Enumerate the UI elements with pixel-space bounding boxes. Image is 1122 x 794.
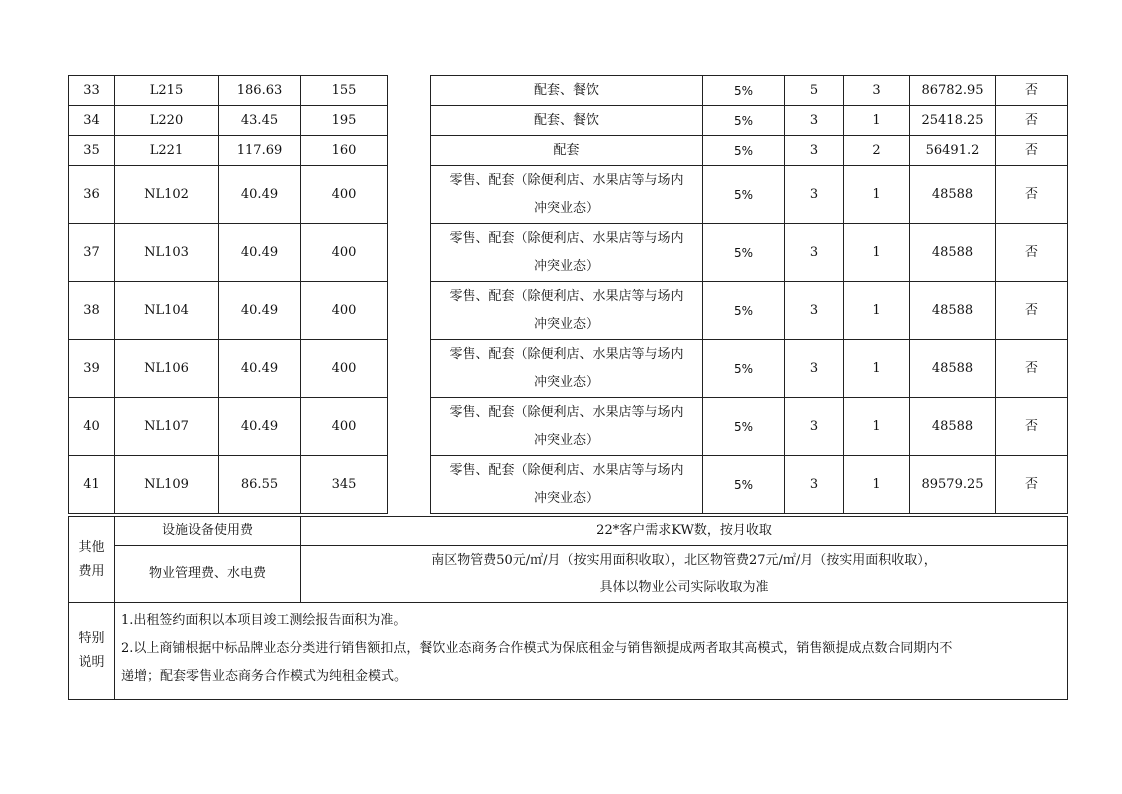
rent: 400 xyxy=(301,166,388,224)
rent-free-months: 1 xyxy=(844,398,910,456)
commission-rate: 5% xyxy=(703,282,785,340)
format-line: 冲突业态） xyxy=(533,490,599,506)
flag: 否 xyxy=(996,340,1068,398)
area: 40.49 xyxy=(219,340,301,398)
row-number: 37 xyxy=(69,224,115,282)
blank-cell xyxy=(388,224,431,282)
area: 117.69 xyxy=(219,136,301,166)
flag: 否 xyxy=(996,76,1068,106)
area: 186.63 xyxy=(219,76,301,106)
fee-row-facility xyxy=(69,517,1068,546)
amount: 48588 xyxy=(910,224,996,282)
rent: 155 xyxy=(301,76,388,106)
format-line: 零售、配套（除便利店、水果店等与场内 xyxy=(449,462,684,478)
lease-years: 3 xyxy=(785,282,844,340)
format-line: 零售、配套（除便利店、水果店等与场内 xyxy=(449,404,684,420)
blank-cell xyxy=(388,282,431,340)
amount: 56491.2 xyxy=(910,136,996,166)
amount: 25418.25 xyxy=(910,106,996,136)
commission-rate: 5% xyxy=(703,456,785,514)
other-fees-table xyxy=(68,516,1068,700)
format-line: 冲突业态） xyxy=(533,200,599,216)
unit-code: NL107 xyxy=(115,398,219,456)
commission-rate: 5% xyxy=(703,340,785,398)
format-line: 零售、配套（除便利店、水果店等与场内 xyxy=(449,346,684,362)
rent-free-months: 3 xyxy=(844,76,910,106)
area: 43.45 xyxy=(219,106,301,136)
lease-years: 3 xyxy=(785,106,844,136)
blank-cell xyxy=(388,340,431,398)
format-line: 冲突业态） xyxy=(533,258,599,274)
unit-code: NL103 xyxy=(115,224,219,282)
rent: 160 xyxy=(301,136,388,166)
table-row xyxy=(69,136,1068,166)
lease-years: 3 xyxy=(785,136,844,166)
rent-free-months: 2 xyxy=(844,136,910,166)
flag: 否 xyxy=(996,398,1068,456)
shop-table xyxy=(68,75,1068,514)
table-row xyxy=(69,166,1068,224)
row-number: 34 xyxy=(69,106,115,136)
amount: 48588 xyxy=(910,340,996,398)
table-row xyxy=(69,224,1068,282)
commission-rate: 5% xyxy=(703,398,785,456)
lease-years: 3 xyxy=(785,166,844,224)
property-fee-value xyxy=(301,546,1068,603)
amount: 48588 xyxy=(910,282,996,340)
lease-years: 3 xyxy=(785,398,844,456)
flag: 否 xyxy=(996,456,1068,514)
area: 40.49 xyxy=(219,224,301,282)
property-fee-line: 南区物管费50元/㎡/月（按实用面积收取），北区物管费27元/㎡/月（按实用面积收取）， xyxy=(431,553,937,568)
rent-free-months: 1 xyxy=(844,106,910,136)
lease-years: 3 xyxy=(785,224,844,282)
business-format xyxy=(431,166,703,224)
rent: 195 xyxy=(301,106,388,136)
table-row xyxy=(69,398,1068,456)
label-line: 特别 xyxy=(78,631,105,646)
blank-cell xyxy=(388,106,431,136)
flag: 否 xyxy=(996,166,1068,224)
rent-free-months: 1 xyxy=(844,166,910,224)
area: 40.49 xyxy=(219,282,301,340)
note-item: 1.出租签约面积以本项目竣工测绘报告面积为准。 xyxy=(121,613,407,628)
note-item: 递增；配套零售业态商务合作模式为纯租金模式。 xyxy=(121,669,408,684)
amount: 89579.25 xyxy=(910,456,996,514)
format-line: 冲突业态） xyxy=(533,374,599,390)
row-number: 33 xyxy=(69,76,115,106)
note-item: 2.以上商铺根据中标品牌业态分类进行销售额扣点，餐饮业态商务合作模式为保底租金与销售额提成两者取其高模式，销售额提成点数合同期内不 xyxy=(121,641,953,656)
unit-code: L220 xyxy=(115,106,219,136)
flag: 否 xyxy=(996,106,1068,136)
unit-code: L215 xyxy=(115,76,219,106)
table-row xyxy=(69,340,1068,398)
unit-code: NL104 xyxy=(115,282,219,340)
special-notes-label xyxy=(69,603,115,700)
facility-fee-value: 22*客户需求KW数，按月收取 xyxy=(301,517,1068,546)
business-format: 配套、餐饮 xyxy=(431,76,703,106)
commission-rate: 5% xyxy=(703,76,785,106)
property-fee-line: 具体以物业公司实际收取为准 xyxy=(599,580,769,595)
area: 86.55 xyxy=(219,456,301,514)
commission-rate: 5% xyxy=(703,136,785,166)
unit-code: L221 xyxy=(115,136,219,166)
rent-free-months: 1 xyxy=(844,224,910,282)
blank-cell xyxy=(388,76,431,106)
business-format xyxy=(431,456,703,514)
row-number: 40 xyxy=(69,398,115,456)
amount: 48588 xyxy=(910,166,996,224)
commission-rate: 5% xyxy=(703,224,785,282)
unit-code: NL109 xyxy=(115,456,219,514)
commission-rate: 5% xyxy=(703,166,785,224)
facility-fee-label: 设施设备使用费 xyxy=(115,517,301,546)
other-fees-label xyxy=(69,517,115,603)
row-number: 41 xyxy=(69,456,115,514)
special-notes-text xyxy=(115,603,1068,700)
area: 40.49 xyxy=(219,398,301,456)
area: 40.49 xyxy=(219,166,301,224)
amount: 48588 xyxy=(910,398,996,456)
row-number: 35 xyxy=(69,136,115,166)
rent-free-months: 1 xyxy=(844,282,910,340)
rent: 400 xyxy=(301,340,388,398)
rent-free-months: 1 xyxy=(844,456,910,514)
fee-row-property xyxy=(69,546,1068,603)
table-row xyxy=(69,106,1068,136)
row-number: 38 xyxy=(69,282,115,340)
business-format xyxy=(431,282,703,340)
blank-cell xyxy=(388,398,431,456)
label-line: 其他 xyxy=(78,539,105,555)
lease-years: 3 xyxy=(785,340,844,398)
table-row xyxy=(69,456,1068,514)
business-format xyxy=(431,340,703,398)
rent: 345 xyxy=(301,456,388,514)
rent: 400 xyxy=(301,398,388,456)
flag: 否 xyxy=(996,224,1068,282)
blank-cell xyxy=(388,456,431,514)
label-line: 说明 xyxy=(78,655,105,670)
business-format xyxy=(431,224,703,282)
table-row xyxy=(69,76,1068,106)
blank-cell xyxy=(388,136,431,166)
lease-years: 3 xyxy=(785,456,844,514)
format-line: 冲突业态） xyxy=(533,316,599,332)
format-line: 冲突业态） xyxy=(533,432,599,448)
rent-free-months: 1 xyxy=(844,340,910,398)
business-format: 配套、餐饮 xyxy=(431,106,703,136)
unit-code: NL102 xyxy=(115,166,219,224)
format-line: 零售、配套（除便利店、水果店等与场内 xyxy=(449,172,684,188)
format-line: 零售、配套（除便利店、水果店等与场内 xyxy=(449,288,684,304)
rent: 400 xyxy=(301,224,388,282)
amount: 86782.95 xyxy=(910,76,996,106)
special-notes-row xyxy=(69,603,1068,700)
row-number: 39 xyxy=(69,340,115,398)
table-row xyxy=(69,282,1068,340)
label-line: 费用 xyxy=(78,563,105,579)
unit-code: NL106 xyxy=(115,340,219,398)
blank-cell xyxy=(388,166,431,224)
flag: 否 xyxy=(996,282,1068,340)
rent: 400 xyxy=(301,282,388,340)
row-number: 36 xyxy=(69,166,115,224)
business-format xyxy=(431,398,703,456)
flag: 否 xyxy=(996,136,1068,166)
business-format: 配套 xyxy=(431,136,703,166)
property-fee-label: 物业管理费、水电费 xyxy=(115,546,301,603)
format-line: 零售、配套（除便利店、水果店等与场内 xyxy=(449,230,684,246)
commission-rate: 5% xyxy=(703,106,785,136)
lease-years: 5 xyxy=(785,76,844,106)
